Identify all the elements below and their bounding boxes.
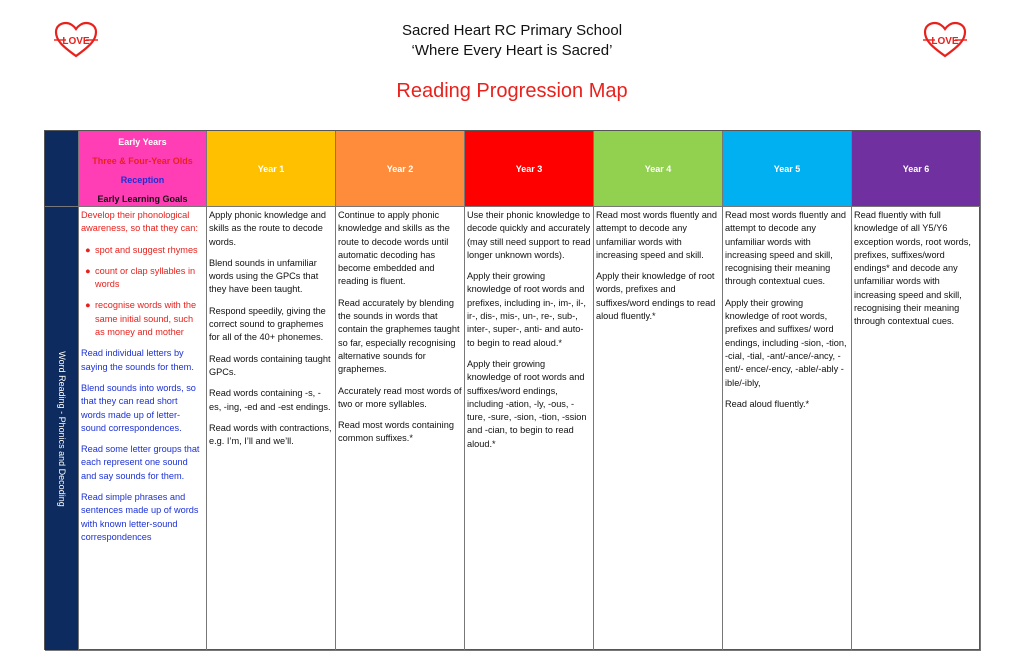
year-1-cell — [207, 207, 336, 651]
early-years-label: Early Years — [118, 137, 167, 147]
year-statement: Continue to apply phonic knowledge and skills as the route to decode words until automatic decoding has become embedded and reading is fluent. — [338, 210, 450, 287]
year-statement: Apply their knowledge of root words, prefixes and suffixes/word endings to read aloud fluently.* — [596, 271, 716, 322]
year-statement: Read accurately by blending the sounds in words that contain the graphemes taught so far, especially recognising alternative sounds for graphemes. — [338, 297, 460, 375]
early-learning-goals-label: Early Learning Goals — [97, 194, 188, 204]
year-statement: Read aloud fluently.* — [725, 398, 810, 409]
year-3-cell — [465, 207, 594, 651]
list-item: ● spot and suggest rhymes — [85, 244, 198, 255]
year-statement: Read fluently with full knowledge of all Y5/Y6 exception words, root words, prefixes, suffixes/word endings* and decode any unfamiliar words with increasing speed and skill, recognising their meaning through contextual cues. — [854, 210, 971, 327]
page-title: Reading Progression Map — [396, 80, 628, 102]
year-statement: Read most words containing common suffixes.* — [338, 420, 454, 444]
header-year-1: Year 1 — [207, 131, 336, 207]
year-statement: Apply their growing knowledge of root words and prefixes, including in-, im-, il-, ir-, dis-, mis-, un-, re-, sub-, inter-, super-, anti- and auto- to begin to read aloud.* — [467, 271, 586, 348]
year-statement: Respond speedily, giving the correct sound to graphemes for all of the 40+ phonemes. — [209, 305, 326, 343]
page-header — [0, 0, 1024, 120]
year-statement: Apply their growing knowledge of root words and suffixes/word endings, including -ation, -ly, -ous, -ture, -sure, -sion, -tion, -ssion and -cian, to begin to read aloud.* — [467, 358, 587, 449]
header-year-4: Year 4 — [594, 131, 723, 207]
list-item: ● recognise words with the same initial sound, such as money and mother — [85, 300, 197, 338]
reception-goal: Read simple phrases and sentences made up of words with known letter-sound correspondences — [81, 492, 199, 542]
year-5-cell — [723, 207, 852, 651]
school-motto: ‘Where Every Heart is Sacred’ — [411, 42, 613, 59]
year-statement: Read words containing -s, -es, -ing, -ed and -est endings. — [209, 388, 331, 412]
year-statement: Apply phonic knowledge and skills as the route to decode words. — [209, 210, 326, 247]
list-item: ● count or clap syllables in words — [85, 265, 196, 290]
early-years-intro: Develop their phonological awareness, so that they can: — [81, 210, 198, 234]
year-6-cell — [852, 207, 981, 651]
year-statement: Read most words fluently and attempt to decode any unfamiliar words with increasing speed and skill. — [596, 210, 718, 260]
year-statement: Read most words fluently and attempt to decode any unfamiliar words with increasing speed and skill, recognising their meaning through contextual cues. — [725, 210, 847, 287]
header-year-3: Year 3 — [465, 131, 594, 207]
year-statement: Blend sounds in unfamiliar words using the GPCs that they have been taught. — [209, 257, 319, 295]
year-statement: Accurately read most words of two or more syllables. — [338, 385, 462, 409]
year-statement: Read words containing taught GPCs. — [209, 353, 331, 377]
reception-label: Reception — [120, 175, 165, 185]
year-4-cell — [594, 207, 723, 651]
logo-text: LOVE — [62, 36, 90, 47]
reception-goal: Read some letter groups that each represent one sound and say sounds for them. — [81, 444, 200, 481]
year-2-cell — [336, 207, 465, 651]
row-label-cell — [45, 207, 79, 651]
header-year-2: Year 2 — [336, 131, 465, 207]
year-statement: Apply their growing knowledge of root words, prefixes and suffixes/ word endings, including -sion, -tion, -cial, -tial, -ant/-ance/-ancy, -ent/- ence/-ency, -able/-ably -ible/-ibly, — [725, 297, 847, 388]
header-year-6: Year 6 — [852, 131, 981, 207]
header-year-5: Year 5 — [723, 131, 852, 207]
year-statement: Use their phonic knowledge to decode quickly and accurately (may still need support to read longer unknown words). — [467, 210, 591, 260]
reception-goal: Read individual letters by saying the sounds for them. — [81, 348, 194, 372]
table-corner — [45, 131, 79, 207]
early-years-cell — [79, 207, 207, 651]
three-four-year-olds-label: Three & Four-Year Olds — [92, 156, 193, 166]
logo-text: LOVE — [931, 36, 959, 47]
progression-table — [44, 130, 980, 650]
row-label: Word Reading - Phonics and Decoding — [56, 350, 67, 507]
header-early-years — [79, 131, 207, 207]
year-statement: Read words with contractions, e.g. I’m, I’ll and we’ll. — [209, 422, 332, 447]
school-name: Sacred Heart RC Primary School — [401, 22, 623, 39]
reception-goal: Blend sounds into words, so that they can read short words made up of letter-sound correspondences. — [81, 382, 196, 433]
